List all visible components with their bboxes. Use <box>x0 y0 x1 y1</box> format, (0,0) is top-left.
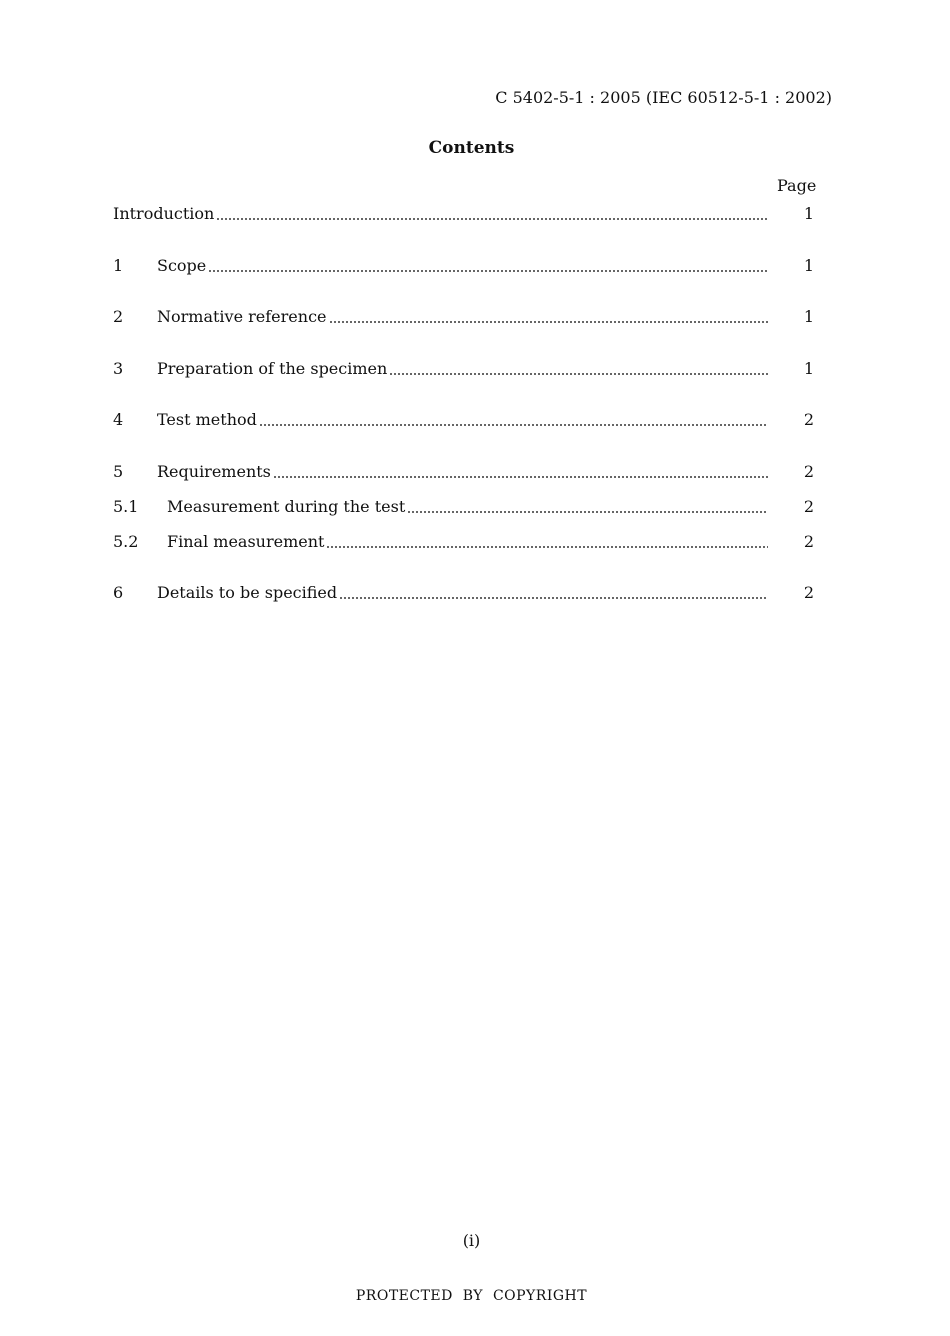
toc-title: Measurement during the test <box>167 497 406 516</box>
toc-entry[interactable] <box>113 256 838 276</box>
toc-page: 2 <box>803 462 815 481</box>
toc-number: 3 <box>113 359 124 378</box>
dot-leader <box>389 373 768 375</box>
toc-page: 1 <box>803 359 815 378</box>
toc-page: 2 <box>803 410 815 429</box>
toc-number: 5 <box>113 462 124 481</box>
dot-leader <box>216 218 768 220</box>
toc-entry[interactable] <box>113 410 838 430</box>
toc-entry[interactable] <box>113 497 838 517</box>
toc-number: 4 <box>113 410 124 429</box>
toc-number: 5.1 <box>113 497 139 516</box>
toc-entry[interactable] <box>113 532 838 552</box>
toc-title: Normative reference <box>157 307 327 326</box>
dot-leader <box>273 476 768 478</box>
dot-leader <box>208 270 768 272</box>
dot-leader <box>339 597 768 599</box>
toc-page: 2 <box>803 532 815 551</box>
toc-number: 5.2 <box>113 532 139 551</box>
toc-title: Test method <box>157 410 257 429</box>
toc-title: Scope <box>157 256 207 275</box>
toc-entry[interactable] <box>113 359 838 379</box>
toc-entry[interactable] <box>113 462 838 482</box>
page-number: (i) <box>462 1231 481 1250</box>
toc-title: Introduction <box>113 204 215 223</box>
toc-page: 2 <box>803 497 815 516</box>
toc-entry[interactable] <box>113 307 838 327</box>
toc-page: 1 <box>803 256 815 275</box>
page-column-label: Page <box>777 176 817 195</box>
dot-leader <box>326 546 768 548</box>
toc-number: 1 <box>113 256 124 275</box>
toc-page: 2 <box>803 583 815 602</box>
document-header: C 5402-5-1 : 2005 (IEC 60512-5-1 : 2002) <box>495 88 832 107</box>
toc-entry[interactable] <box>113 204 838 224</box>
toc-page: 1 <box>803 204 815 223</box>
copyright-footer: PROTECTED BY COPYRIGHT <box>355 1288 588 1304</box>
dot-leader <box>407 511 768 513</box>
toc-entry[interactable] <box>113 583 838 603</box>
toc-number: 6 <box>113 583 124 602</box>
toc-title: Final measurement <box>167 532 325 551</box>
dot-leader <box>259 424 768 426</box>
toc-title: Preparation of the specimen <box>157 359 388 378</box>
toc-title: Details to be specified <box>157 583 338 602</box>
toc-number: 2 <box>113 307 124 326</box>
dot-leader <box>329 321 769 323</box>
page-title: Contents <box>428 138 515 158</box>
toc-page: 1 <box>803 307 815 326</box>
toc-title: Requirements <box>157 462 271 481</box>
